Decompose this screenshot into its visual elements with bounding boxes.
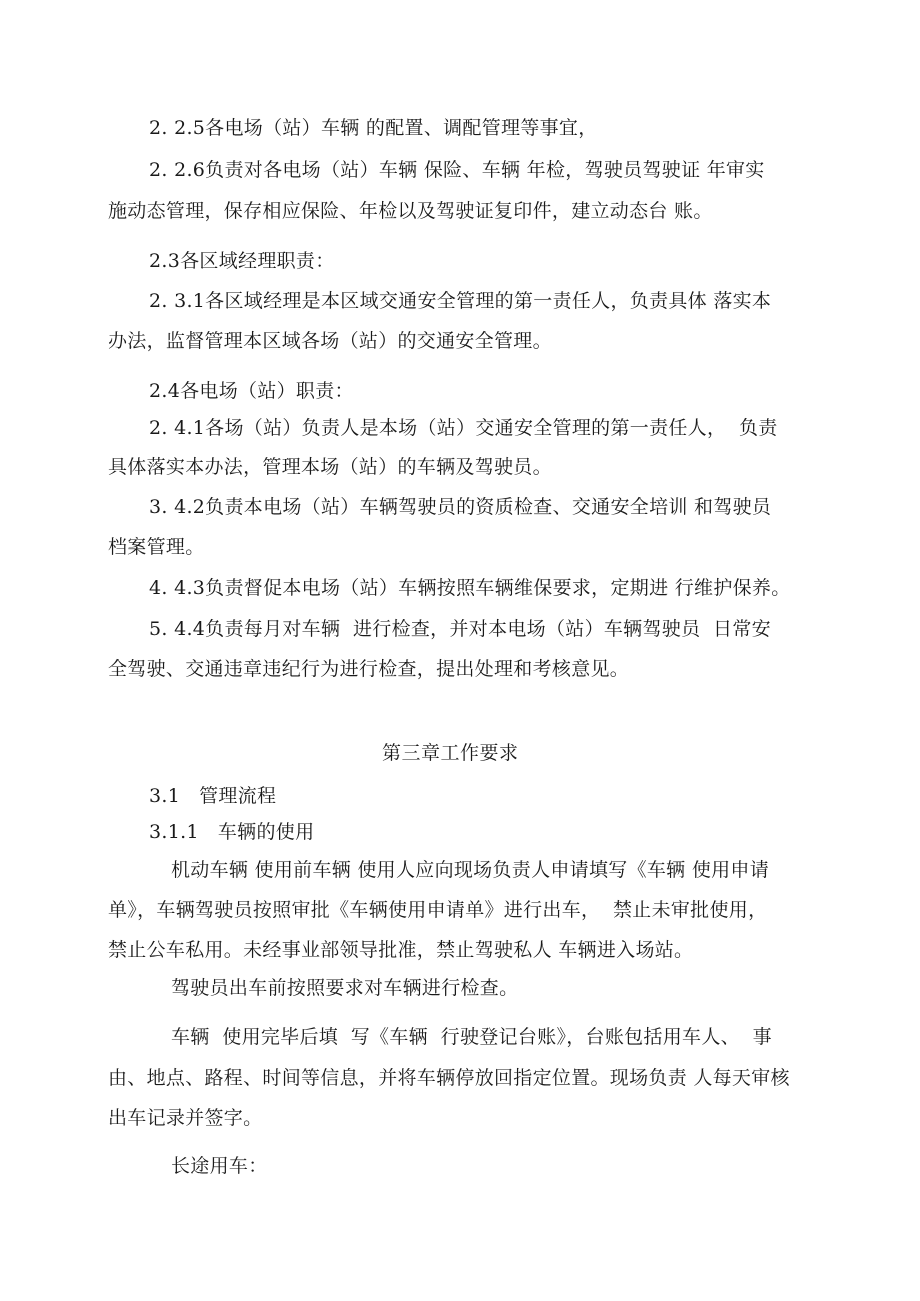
heading-2-4: 2.4各电场（站）职责：	[149, 380, 354, 402]
paragraph-2-2-6-line-2: 施动态管理，保存相应保险、年检以及驾驶证复印件，建立动态台 账。	[108, 200, 713, 222]
paragraph-after-use-line-1: 车辆 使用完毕后填 写《车辆 行驶登记台账》，台账包括用车人、 事	[171, 1026, 772, 1048]
paragraph-2-3-1-line-2: 办法，监督管理本区域各场（站）的交通安全管理。	[108, 330, 552, 352]
paragraph-long-distance: 长途用车：	[171, 1155, 268, 1177]
section-3-1: 3.1 管理流程	[149, 785, 277, 807]
paragraph-2-4-1-line-1: 2. 4.1各场（站）负责人是本场（站）交通安全管理的第一责任人， 负责	[149, 417, 778, 439]
paragraph-2-2-6-line-1: 2. 2.6负责对各电场（站）车辆 保险、车辆 年检，驾驶员驾驶证 年审实	[149, 159, 765, 181]
paragraph-pre-check: 驾驶员出车前按照要求对车辆进行检查。	[171, 977, 519, 999]
paragraph-vehicle-use-line-2: 单》，车辆驾驶员按照审批《车辆使用申请单》进行出车， 禁止未审批使用，	[108, 899, 768, 921]
paragraph-2-4-1-line-2: 具体落实本办法，管理本场（站）的车辆及驾驶员。	[108, 456, 552, 478]
paragraph-4-3-line-1: 4. 4.3负责督促本电场（站）车辆按照车辆维保要求，定期进 行维护保养。	[149, 577, 791, 599]
paragraph-after-use-line-3: 出车记录并签字。	[108, 1107, 263, 1129]
paragraph-4-2-line-2: 档案管理。	[108, 536, 205, 558]
paragraph-4-2-line-1: 3. 4.2负责本电场（站）车辆驾驶员的资质检查、交通安全培训 和驾驶员	[149, 496, 772, 518]
paragraph-after-use-line-2: 由、地点、路程、时间等信息，并将车辆停放回指定位置。现场负责 人每天审核	[108, 1067, 790, 1089]
paragraph-2-2-5-line-1: 2. 2.5各电场（站）车辆 的配置、调配管理等事宜，	[149, 117, 598, 139]
chapter-title: 第三章工作要求	[382, 742, 519, 764]
section-3-1-1: 3.1.1 车辆的使用	[149, 821, 315, 843]
paragraph-4-4-line-2: 全驾驶、交通违章违纪行为进行检查，提出处理和考核意见。	[108, 658, 630, 680]
paragraph-vehicle-use-line-3: 禁止公车私用。未经事业部领导批准，禁止驾驶私人 车辆进入场站。	[108, 939, 694, 961]
heading-2-3: 2.3各区域经理职责：	[149, 250, 335, 272]
paragraph-4-4-line-1: 5. 4.4负责每月对车辆 进行检查，并对本电场（站）车辆驾驶员 日常安	[149, 618, 771, 640]
paragraph-2-3-1-line-1: 2. 3.1各区域经理是本区域交通安全管理的第一责任人，负责具体 落实本	[149, 290, 772, 312]
paragraph-vehicle-use-line-1: 机动车辆 使用前车辆 使用人应向现场负责人申请填写《车辆 使用申请	[171, 859, 770, 881]
